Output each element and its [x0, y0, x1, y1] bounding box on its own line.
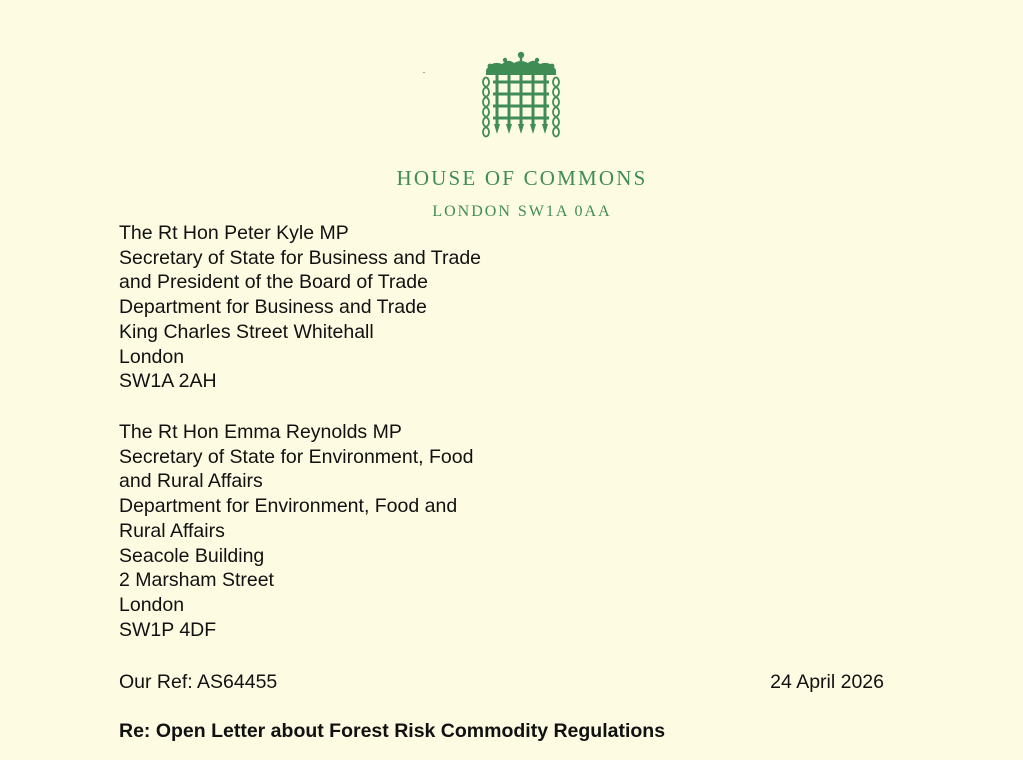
address-line: Secretary of State for Environment, Food: [119, 445, 474, 468]
portcullis-crest-icon: [478, 50, 564, 140]
address-line: Department for Environment, Food and: [119, 495, 458, 518]
letterhead-institution: HOUSE OF COMMONS: [396, 166, 648, 190]
address-line: King Charles Street Whitehall: [119, 320, 374, 343]
address-line: and Rural Affairs: [119, 470, 263, 493]
address-line: 2 Marsham Street: [119, 569, 274, 592]
address-line: Secretary of State for Business and Trade: [119, 246, 482, 269]
address-line: London: [119, 593, 185, 616]
paper-speck: [423, 72, 425, 73]
reference-number: Our Ref: AS64455: [119, 671, 278, 693]
address-line: The Rt Hon Emma Reynolds MP: [119, 421, 402, 443]
recipient-address-1: [119, 221, 481, 394]
recipient-address-2: [119, 420, 473, 642]
address-line: SW1A 2AH: [119, 370, 217, 393]
address-line: The Rt Hon Peter Kyle MP: [119, 222, 349, 244]
letter-date: 24 April 2026: [770, 671, 884, 693]
letterhead-address: LONDON SW1A 0AA: [432, 203, 612, 220]
address-line: SW1P 4DF: [119, 618, 217, 641]
address-line: and President of the Board of Trade: [119, 271, 428, 294]
address-line: Seacole Building: [119, 544, 265, 567]
address-line: Department for Business and Trade: [119, 296, 427, 319]
address-line: London: [119, 345, 185, 368]
letter-subject: Re: Open Letter about Forest Risk Commodity Regulations: [119, 720, 666, 742]
address-line: Rural Affairs: [119, 519, 225, 542]
